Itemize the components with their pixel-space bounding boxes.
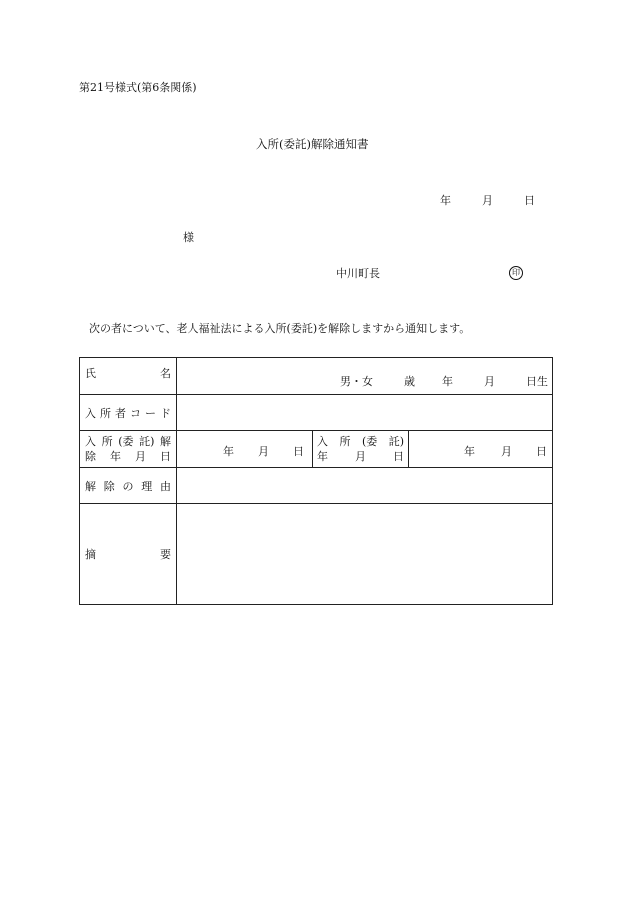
label-char: (委 xyxy=(118,435,134,448)
label-char: 年 xyxy=(317,450,328,463)
admission-date-field[interactable] xyxy=(409,431,553,468)
addressee-suffix: 様 xyxy=(183,231,194,244)
code-label xyxy=(80,395,177,431)
label-char: 解 xyxy=(159,435,171,448)
table-row-summary xyxy=(80,504,553,605)
summary-field[interactable] xyxy=(177,504,553,605)
label-char: 除 xyxy=(103,479,115,493)
release-date-label xyxy=(80,431,177,468)
issue-date xyxy=(440,195,535,206)
birth-info xyxy=(340,373,548,389)
name-label xyxy=(80,358,177,395)
label-char: 託) xyxy=(139,435,155,448)
label-char: (委 xyxy=(361,435,378,448)
document-title: 入所(委託)解除通知書 xyxy=(256,137,369,151)
table-row-code xyxy=(80,395,553,431)
resident-code-field[interactable] xyxy=(177,395,553,431)
issue-year: 年 xyxy=(440,194,451,207)
label-char: 月 xyxy=(355,450,366,463)
gender-choice: 男・女 xyxy=(340,375,374,388)
reason-label xyxy=(80,468,177,504)
summary-label xyxy=(80,504,177,605)
birth-month: 月 xyxy=(484,375,496,388)
issue-day: 日 xyxy=(524,194,535,207)
label-char: 月 xyxy=(135,450,146,463)
name-label-char: 名 xyxy=(160,367,171,380)
admission-date-label xyxy=(313,431,409,468)
label-char: 日 xyxy=(160,450,171,463)
issue-month: 月 xyxy=(482,194,493,207)
release-month: 月 xyxy=(258,445,269,458)
admission-year: 年 xyxy=(464,445,475,458)
label-char: 年 xyxy=(110,450,121,463)
table-row-dates xyxy=(80,431,553,468)
label-char: 入 xyxy=(85,435,96,448)
admission-month: 月 xyxy=(501,445,512,458)
code-label-char: ー xyxy=(145,406,156,420)
release-date-field[interactable] xyxy=(177,431,313,468)
age-unit: 歳 xyxy=(404,375,416,388)
code-label-char: 者 xyxy=(115,406,126,420)
name-field[interactable] xyxy=(177,358,553,395)
release-year: 年 xyxy=(223,445,234,458)
release-day: 日 xyxy=(293,445,304,458)
notice-table xyxy=(79,357,553,605)
release-reason-field[interactable] xyxy=(177,468,553,504)
code-label-char: コ xyxy=(130,406,141,420)
name-label-char: 氏 xyxy=(85,367,96,380)
label-char: 解 xyxy=(85,479,96,493)
code-label-char: 入 xyxy=(85,406,96,420)
body-text: 次の者について、老人福祉法による入所(委託)を解除しますから通知します。 xyxy=(89,322,471,335)
birth-day: 日生 xyxy=(526,375,549,388)
table-row-name xyxy=(80,358,553,395)
label-char: 所 xyxy=(339,435,351,448)
admission-day: 日 xyxy=(536,445,547,458)
label-char: 由 xyxy=(160,479,171,493)
label-char: 摘 xyxy=(85,548,96,561)
code-label-char: ド xyxy=(160,406,171,420)
code-label-char: 所 xyxy=(100,406,111,420)
seal-mark: 印 xyxy=(509,266,523,280)
label-char: 理 xyxy=(141,479,153,493)
label-char: 託) xyxy=(388,435,404,448)
label-char: 日 xyxy=(393,450,404,463)
label-char: 要 xyxy=(160,548,171,561)
label-char: 入 xyxy=(317,435,328,448)
birth-year: 年 xyxy=(442,375,454,388)
label-char: 除 xyxy=(85,450,96,463)
issuer-name: 中川町長 xyxy=(336,267,380,280)
form-number: 第21号様式(第6条関係) xyxy=(79,81,197,94)
label-char: の xyxy=(122,479,134,493)
table-row-reason xyxy=(80,468,553,504)
label-char: 所 xyxy=(101,435,113,448)
